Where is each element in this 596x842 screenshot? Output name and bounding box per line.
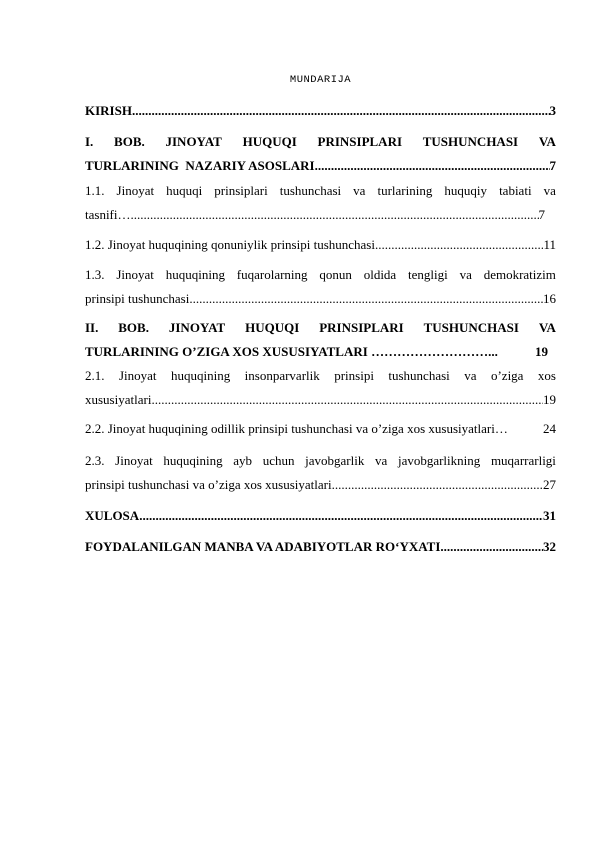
leader-dots [132, 100, 550, 121]
toc-entry-xulosa[interactable] [85, 505, 556, 526]
toc-entry-section-2-1[interactable] [85, 365, 556, 410]
toc-page-number: 24 [543, 421, 556, 436]
toc-entry-adabiyotlar[interactable] [85, 536, 556, 557]
toc-entry-label: 2.2. Jinoyat huquqining odillik prinsipi tushunchasi va o’ziga xos xususiyatlari… [85, 421, 508, 436]
toc-entry-label: 1.2. Jinoyat huquqining qonuniylik prinsipi tushunchasi [85, 237, 375, 252]
toc-entry-section-1-3[interactable] [85, 264, 556, 309]
toc-entry-label: FOYDALANILGAN MANBA VA ADABIYOTLAR RO‘YXATI [85, 539, 441, 554]
toc-entry-label: TURLARINING O’ZIGA XOS XUSUSIYATLARI ………………………... [85, 344, 498, 359]
toc-page-number: 32 [543, 539, 556, 554]
toc-entry-label: tasnifi… [85, 207, 131, 222]
leader-dots [332, 474, 543, 495]
toc-page-number: 16 [543, 291, 556, 306]
toc-page-number: 27 [543, 477, 556, 492]
toc-entry-label: prinsipi tushunchasi va o’ziga xos xususiyatlari [85, 477, 332, 492]
toc-entry-label: prinsipi tushunchasi [85, 291, 190, 306]
toc-entry-chapter-1[interactable] [85, 131, 556, 176]
toc-page-number: 31 [543, 508, 556, 523]
toc-entry-label: TURLARINING NAZARIY ASOSLARI [85, 158, 315, 173]
toc-entry-line1: 2.1. Jinoyat huquqining insonparvarlik prinsipi tushunchasi va o’ziga xos [85, 368, 556, 383]
leader-dots [315, 155, 550, 176]
leader-dots [375, 234, 544, 255]
leader-dots [151, 389, 543, 410]
toc-entry-line1: II. BOB. JINOYAT HUQUQI PRINSIPLARI TUSHUNCHASI VA [85, 320, 556, 335]
toc-entry-chapter-2[interactable] [85, 317, 556, 362]
toc-entry-line1: 1.1. Jinoyat huquqi prinsiplari tushunchasi va turlarining huquqiy tabiati va [85, 183, 556, 198]
toc-page-number: 19 [543, 392, 556, 407]
leader-dots [131, 204, 539, 225]
toc-entry-label: XULOSA [85, 508, 140, 523]
toc-page-number: 7 [538, 207, 545, 222]
toc-entry-label: KIRISH [85, 103, 132, 118]
toc-entry-section-2-2[interactable] [85, 418, 556, 439]
toc-entry-line1: I. BOB. JINOYAT HUQUQI PRINSIPLARI TUSHUNCHASI VA [85, 134, 556, 149]
toc-page-number: 3 [549, 103, 556, 118]
leader-dots [189, 288, 543, 309]
toc-page-number: 7 [549, 158, 556, 173]
toc-page-number: 19 [535, 344, 548, 359]
toc-entry-kirish[interactable] [85, 100, 556, 121]
toc-entry-label: xususiyatlari [85, 392, 152, 407]
leader-dots [139, 505, 543, 526]
toc-entry-section-1-1[interactable] [85, 180, 556, 225]
toc-entry-line1: 1.3. Jinoyat huquqining fuqarolarning qonun oldida tengligi va demokratizim [85, 267, 556, 282]
toc-entry-line1: 2.3. Jinoyat huquqining ayb uchun javobgarlik va javobgarlikning muqarrarligi [85, 453, 556, 468]
leader-dots [440, 536, 543, 557]
page-title: MUNDARIJA [289, 74, 352, 86]
toc-entry-section-2-3[interactable] [85, 450, 556, 495]
toc-entry-section-1-2[interactable] [85, 234, 556, 255]
toc-page-number: 11 [543, 237, 556, 252]
